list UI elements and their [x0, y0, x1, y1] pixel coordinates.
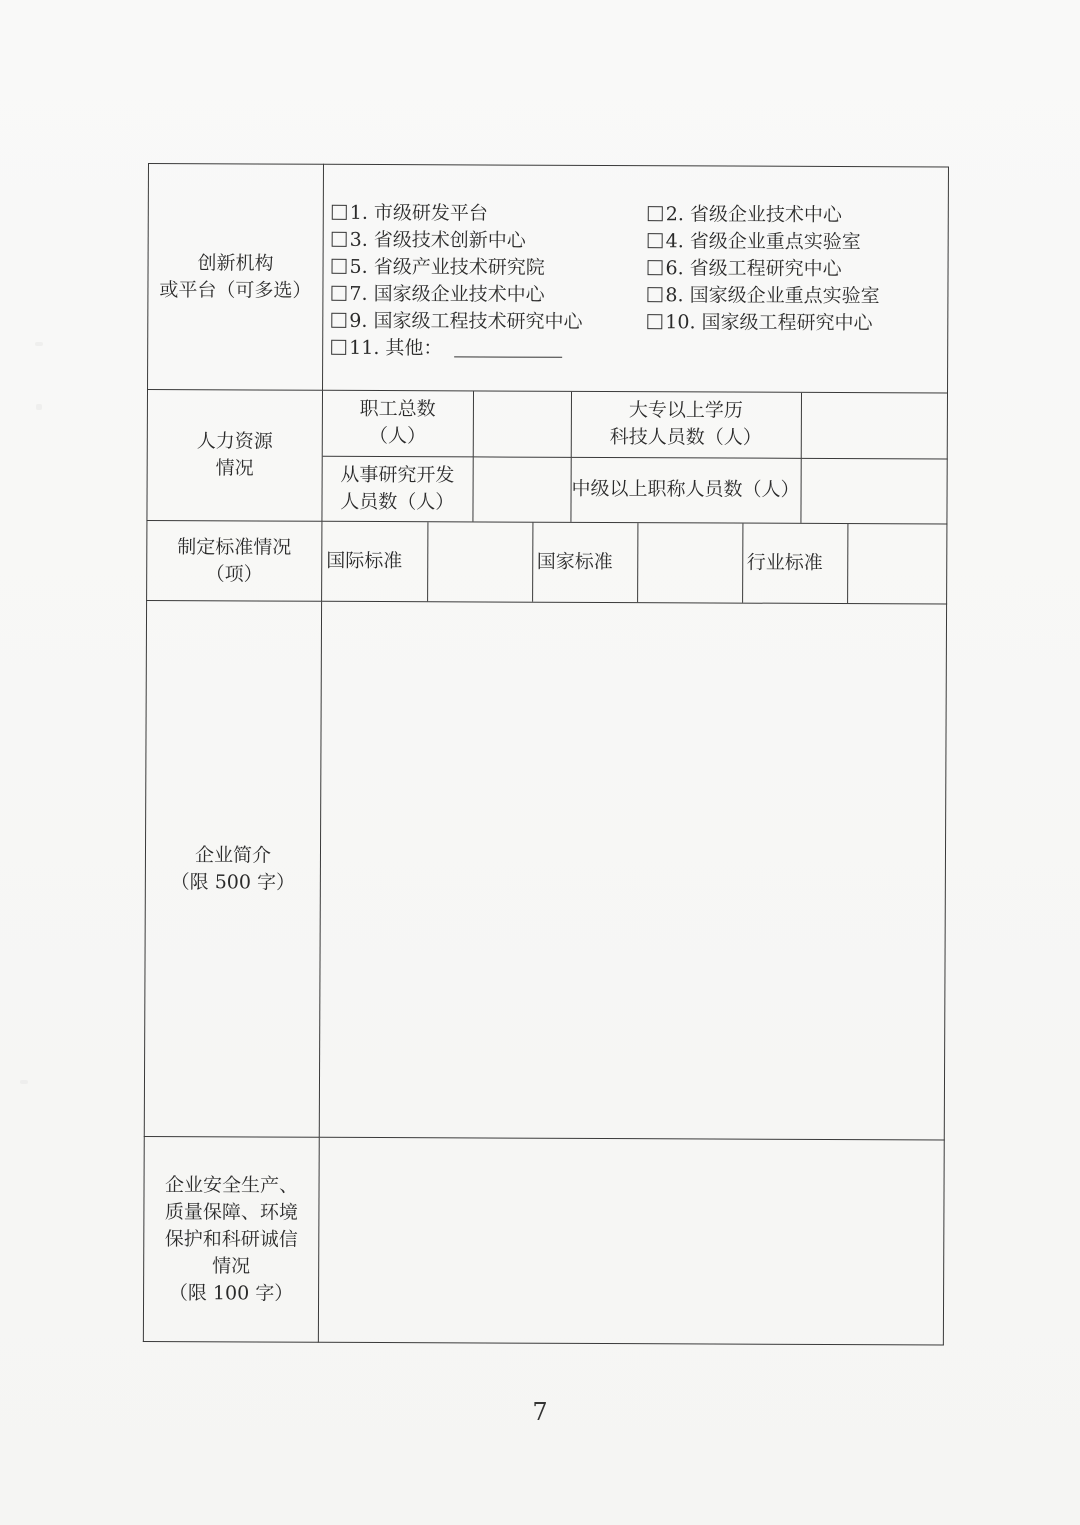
- option-4[interactable]: 4. 省级企业重点实验室: [648, 228, 942, 256]
- innovation-label: 创新机构 或平台（可多选）: [148, 164, 324, 391]
- mid-title-staff-value[interactable]: [800, 458, 947, 524]
- option-6[interactable]: 6. 省级工程研究中心: [647, 255, 941, 283]
- option-11-other[interactable]: 11. 其他：: [331, 334, 647, 362]
- industry-standard-value[interactable]: [847, 524, 947, 603]
- safety-input-area[interactable]: [318, 1137, 944, 1345]
- national-standard-value[interactable]: [637, 523, 742, 602]
- checkbox[interactable]: [648, 260, 663, 275]
- scan-speck: [36, 404, 42, 410]
- checkbox[interactable]: [647, 287, 662, 302]
- checkbox[interactable]: [648, 206, 663, 221]
- college-staff-value[interactable]: [801, 393, 948, 459]
- rd-staff-label: 从事研究开发 人员数（人）: [322, 456, 472, 522]
- checkbox[interactable]: [332, 204, 347, 219]
- mid-title-staff-label: 中级以上职称人员数（人）: [570, 457, 800, 523]
- rd-staff-value[interactable]: [472, 456, 570, 521]
- application-form-table: [143, 163, 949, 1345]
- option-8[interactable]: 8. 国家级企业重点实验室: [647, 282, 941, 310]
- total-staff-value[interactable]: [473, 391, 571, 456]
- option-5[interactable]: 5. 省级产业技术研究院: [331, 253, 647, 281]
- national-standard-label: 国家标准: [532, 523, 637, 602]
- scan-speck: [35, 342, 43, 346]
- college-staff-label: 大专以上学历 科技人员数（人）: [571, 392, 801, 458]
- option-1[interactable]: 1. 市级研发平台: [332, 199, 648, 227]
- hr-label: 人力资源 情况: [147, 390, 323, 522]
- industry-standard-label: 行业标准: [742, 524, 847, 603]
- standards-grid: [322, 521, 947, 604]
- option-7[interactable]: 7. 国家级企业技术中心: [331, 280, 647, 308]
- checkbox[interactable]: [648, 233, 663, 248]
- international-standard-label: 国际标准: [322, 522, 427, 601]
- standards-label: 制定标准情况 （项）: [147, 520, 322, 601]
- profile-label: 企业简介 （限 500 字）: [144, 600, 321, 1137]
- international-standard-value[interactable]: [427, 522, 532, 601]
- checkbox[interactable]: [647, 314, 662, 329]
- hr-grid: [322, 390, 948, 524]
- option-2[interactable]: 2. 省级企业技术中心: [648, 201, 942, 229]
- scan-speck: [20, 1080, 28, 1084]
- total-staff-label: 职工总数 （人）: [323, 391, 473, 457]
- option-3[interactable]: 3. 省级技术创新中心: [332, 226, 648, 254]
- checkbox[interactable]: [331, 339, 346, 354]
- innovation-options: [323, 164, 949, 393]
- safety-label: 企业安全生产、 质量保障、环境 保护和科研诚信 情况 （限 100 字）: [143, 1136, 319, 1342]
- profile-input-area[interactable]: [319, 601, 946, 1140]
- page-number: 7: [532, 1398, 548, 1426]
- checkbox[interactable]: [331, 285, 346, 300]
- checkbox[interactable]: [332, 258, 347, 273]
- other-fill-line[interactable]: [454, 338, 562, 357]
- option-9[interactable]: 9. 国家级工程技术研究中心: [331, 307, 647, 335]
- checkbox[interactable]: [331, 312, 346, 327]
- option-10[interactable]: 10. 国家级工程研究中心: [647, 309, 941, 337]
- checkbox[interactable]: [332, 231, 347, 246]
